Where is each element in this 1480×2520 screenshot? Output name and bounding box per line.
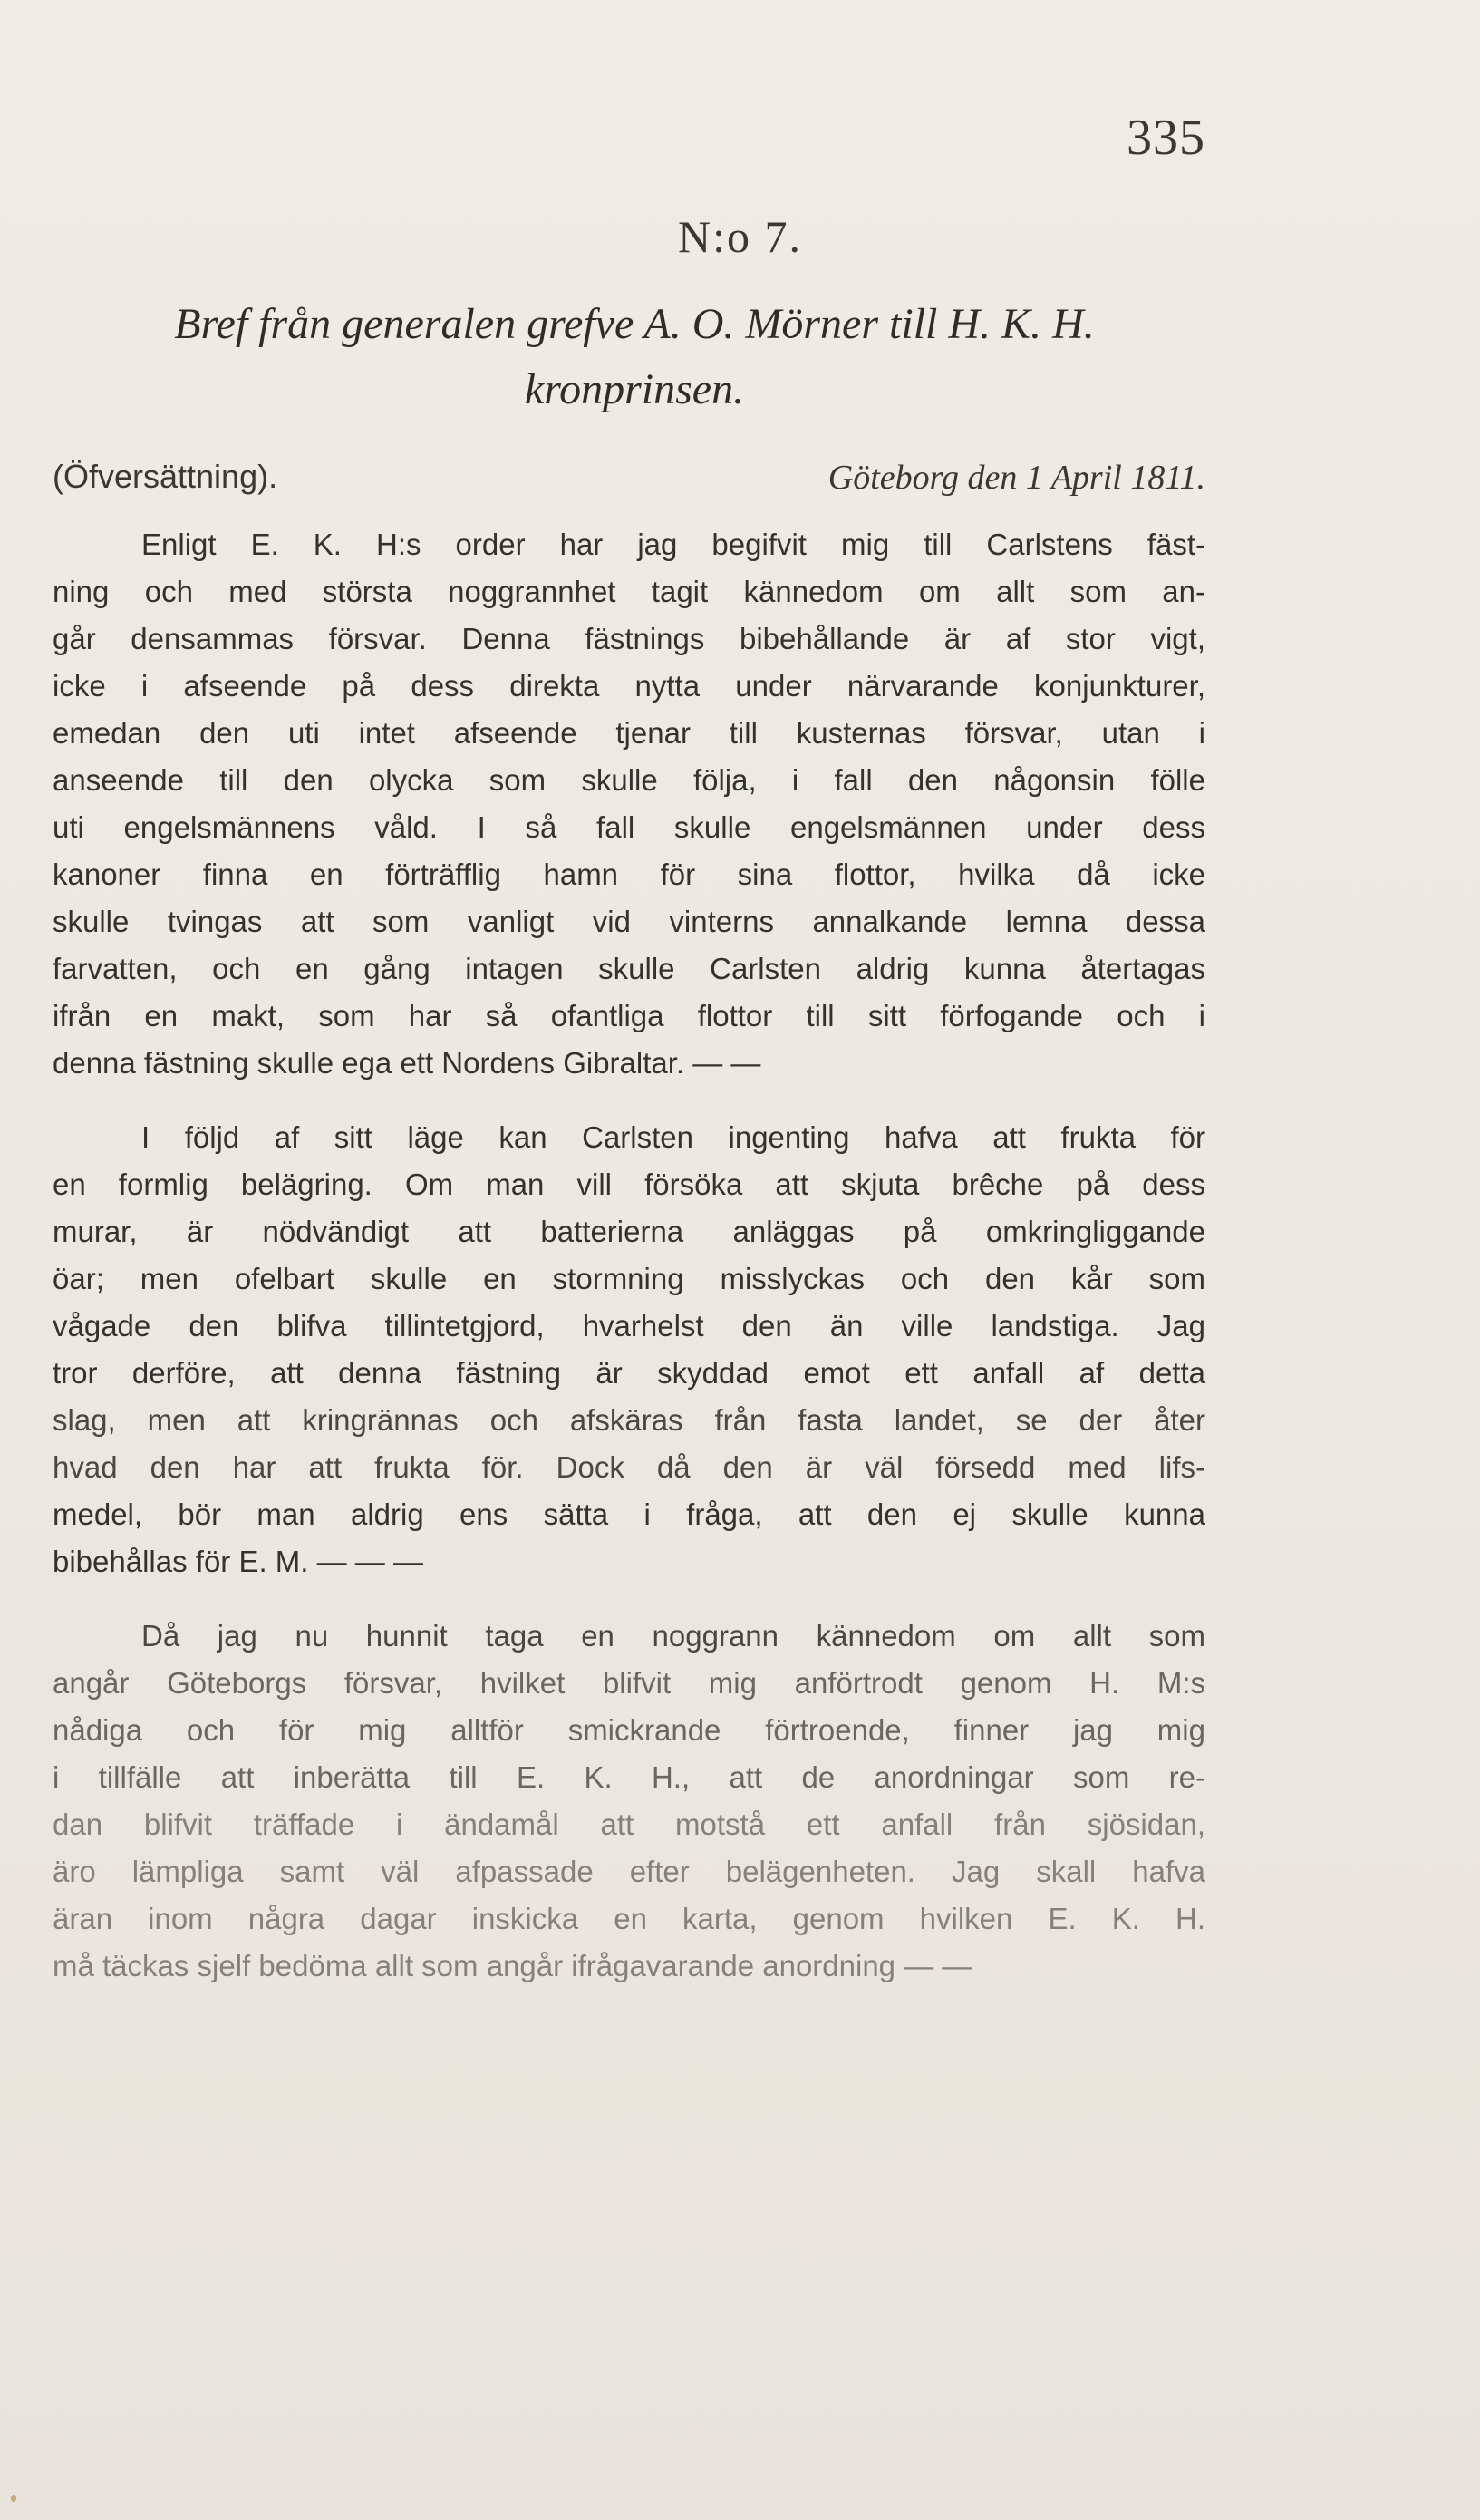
text-line: kanoner finna en förträfflig hamn för sina flottor, hvilka då icke (53, 858, 1205, 891)
text-line: en formlig belägring. Om man vill försöka att skjuta brêche på dess (53, 1168, 1205, 1201)
text-line: vågade den blifva tillintetgjord, hvarhelst den än ville landstiga. Jag (53, 1309, 1205, 1342)
text-line: i tillfälle att inberätta till E. K. H., att de anordningar som re- (53, 1760, 1205, 1794)
text-line: bibehållas för E. M. — — — (53, 1545, 423, 1578)
translation-note: (Öfversättning). (53, 458, 278, 495)
text-line: nådiga och för mig alltför smickrande förtroende, finner jag mig (53, 1713, 1205, 1747)
text-line: denna fästning skulle ega ett Nordens Gibraltar. — — (53, 1046, 761, 1080)
text-line: skulle tvingas att som vanligt vid vinterns annalkande lemna dessa (53, 905, 1205, 938)
text-line: ifrån en makt, som har så ofantliga flottor till sitt förfogande och i (53, 999, 1205, 1032)
paper-speck (11, 2495, 16, 2502)
text-line: uti engelsmännens våld. I så fall skulle engelsmännen under dess (53, 810, 1205, 844)
text-line: I följd af sitt läge kan Carlsten ingenting hafva att frukta för (141, 1120, 1205, 1154)
text-line: murar, är nödvändigt att batterierna anläggas på omkringliggande (53, 1215, 1205, 1248)
text-line: må täckas sjelf bedöma allt som angår ifrågavarande anordning — — (53, 1949, 972, 1982)
text-line: farvatten, och en gång intagen skulle Carlsten aldrig kunna återtagas (53, 952, 1205, 985)
paragraph-gap (53, 1585, 1205, 1613)
paragraph (53, 521, 1205, 1087)
dateline: Göteborg den 1 April 1811. (827, 459, 1205, 497)
text-line: äran inom några dagar inskicka en karta, genom hvilken E. K. H. (53, 1902, 1205, 1935)
text-line: hvad den har att frukta för. Dock då den är väl försedd med lifs- (53, 1450, 1205, 1484)
text-line: ning och med största noggrannhet tagit kännedom om allt som an- (53, 575, 1205, 608)
text-line: anseende till den olycka som skulle följa, i fall den någonsin fölle (53, 763, 1205, 797)
text-line: går densammas försvar. Denna fästnings bibehållande är af stor vigt, (53, 622, 1205, 655)
title-line: Bref från generalen grefve A. O. Mörner till H. K. H. (174, 300, 1095, 348)
paragraph (53, 1613, 1205, 1990)
paragraph-gap (53, 1087, 1205, 1114)
text-line: icke i afseende på dess direkta nytta under närvarande konjunkturer, (53, 669, 1205, 703)
letter-title (54, 292, 1214, 422)
text-line: tror derföre, att denna fästning är skyddad emot ett anfall af detta (53, 1356, 1205, 1390)
text-line: slag, men att kringrännas och afskäras från fasta landet, se der åter (53, 1403, 1205, 1437)
text-line: äro lämpliga samt väl afpassade efter belägenheten. Jag skall hafva (53, 1855, 1205, 1888)
text-line: Enligt E. K. H:s order har jag begifvit mig till Carlstens fäst- (141, 528, 1205, 561)
document-number: N:o 7. (678, 211, 802, 262)
text-line: medel, bör man aldrig ens sätta i fråga, att den ej skulle kunna (53, 1497, 1205, 1531)
text-line: dan blifvit träffade i ändamål att motstå ett anfall från sjösidan, (53, 1808, 1205, 1841)
paragraph (53, 1114, 1205, 1585)
letter-header (53, 458, 1205, 512)
text-line: öar; men ofelbart skulle en stormning misslyckas och den kår som (53, 1262, 1205, 1295)
title-line: kronprinsen. (524, 365, 745, 413)
text-line: Då jag nu hunnit taga en noggrann kännedom om allt som (141, 1619, 1205, 1653)
text-line: angår Göteborgs försvar, hvilket blifvit mig anförtrodt genom H. M:s (53, 1666, 1205, 1700)
letter-body (53, 521, 1205, 1990)
text-line: emedan den uti intet afseende tjenar till kusternas försvar, utan i (53, 716, 1205, 750)
page-number: 335 (1127, 110, 1205, 166)
